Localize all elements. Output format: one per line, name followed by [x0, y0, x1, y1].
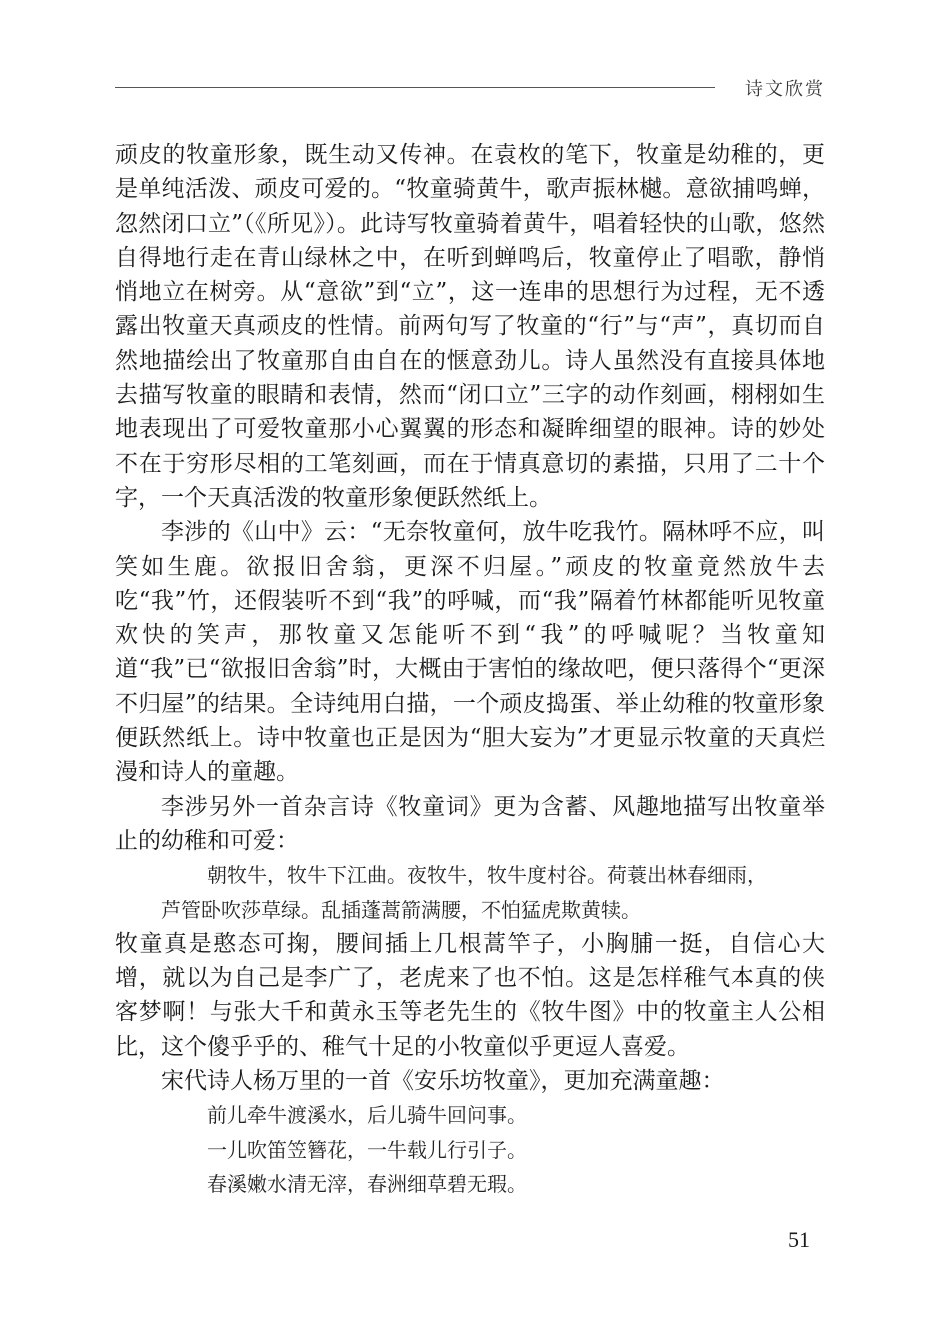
poem-line: 一儿吹笛笠簪花，一牛载儿行引子。	[207, 1137, 527, 1162]
page-body	[115, 138, 825, 1201]
running-header	[115, 70, 825, 106]
poem-anlefang	[115, 1098, 825, 1201]
paragraph-1: 顽皮的牧童形象，既生动又传神。在袁枚的笔下，牧童是幼稚的，更是单纯活泼、顽皮可爱的。“牧童骑黄牛，歌声振林樾。意欲捕鸣蝉，忽然闭口立”（《所见》）。此诗写牧童骑着黄牛，唱着轻快的山歌，悠然自得地行走在青山绿林之中，在听到蝉鸣后，牧童停止了唱歌，静悄悄地立在树旁。从“意欲”到“立”，这一连串的思想行为过程，无不透露出牧童天真顽皮的性情。前两句写了牧童的“行”与“声”，真切而自然地描绘出了牧童那自由自在的惬意劲儿。诗人虽然没有直接具体地去描写牧童的眼睛和表情，然而“闭口立”三字的动作刻画，栩栩如生地表现出了可爱牧童那小心翼翼的形态和凝眸细望的眼神。诗的妙处不在于穷形尽相的工笔刻画，而在于情真意切的素描，只用了二十个字，一个天真活泼的牧童形象便跃然纸上。	[115, 142, 825, 511]
section-title: 诗文欣赏	[745, 79, 825, 100]
poem-line: 春溪嫩水清无滓，春洲细草碧无瑕。	[207, 1171, 527, 1196]
poem-line: 朝牧牛，牧牛下江曲。夜牧牛，牧牛度村谷。荷蓑出林春细雨，	[207, 863, 767, 888]
paragraph-4: 牧童真是憨态可掬，腰间插上几根蒿竿子，小胸脯一挺，自信心大增，就以为自己是李广了，老虎来了也不怕。这是怎样稚气本真的侠客梦啊！与张大千和黄永玉等老先生的《牧牛图》中的牧童主人公相比，这个傻乎乎的、稚气十足的小牧童似乎更逗人喜爱。	[115, 930, 825, 1060]
page-number: 51	[788, 1227, 810, 1252]
header-rule	[115, 87, 715, 88]
poem-line: 前儿牵牛渡溪水，后儿骑牛回问事。	[207, 1103, 527, 1128]
paragraph-2: 李涉的《山中》云：“无奈牧童何，放牛吃我竹。隔林呼不应，叫笑如生鹿。欲报旧舍翁，更深不归屋。”顽皮的牧童竟然放牛去吃“我”竹，还假装听不到“我”的呼喊，而“我”隔着竹林都能听见牧童欢快的笑声，那牧童又怎能听不到“我”的呼喊呢？当牧童知道“我”已“欲报旧舍翁”时，大概由于害怕的缘故吧，便只落得个“更深不归屋”的结果。全诗纯用白描，一个顽皮捣蛋、举止幼稚的牧童形象便跃然纸上。诗中牧童也正是因为“胆大妄为”才更显示牧童的天真烂漫和诗人的童趣。	[115, 519, 825, 786]
paragraph-3: 李涉另外一首杂言诗《牧童词》更为含蓄、风趣地描写出牧童举止的幼稚和可爱：	[115, 793, 825, 854]
poem-line: 芦管卧吹莎草绿。乱插蓬蒿箭满腰，不怕猛虎欺黄犊。	[161, 897, 641, 922]
paragraph-5: 宋代诗人杨万里的一首《安乐坊牧童》，更加充满童趣：	[161, 1068, 725, 1095]
poem-mutongci	[115, 858, 825, 927]
